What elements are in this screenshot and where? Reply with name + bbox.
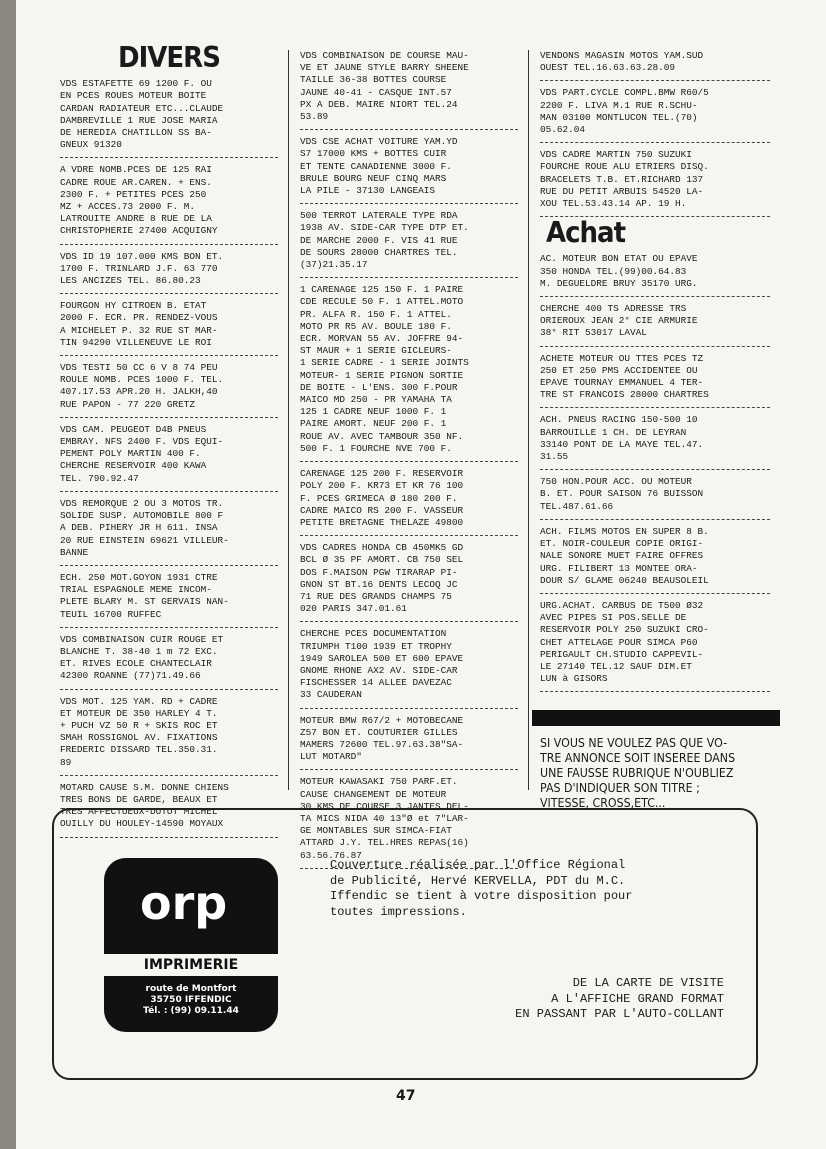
classified-ad: VDS ESTAFETTE 69 1200 F. OU EN PCES ROUES MOTEUR BOITE CARDAN RADIATEUR ETC...CLAUDE DAMBREVILLE 1 RUE JOSE MARIA DE HEREDIA CHATILLON SS BA- GNEUX 91320 (60, 78, 224, 151)
dashed-divider (540, 80, 770, 81)
dashed-divider (300, 769, 518, 770)
dashed-divider (540, 519, 770, 520)
classified-ad: A VDRE NOMB.PCES DE 125 RAI CADRE ROUE AR.CAREN. + ENS. 2300 F. + PETITES PCES 250 MZ + ACCES.73 2000 F. M. LATROUITE ANDRE 8 RUE DE LA CHRISTOPHERIE 27400 ACQUIGNY (60, 164, 218, 237)
classified-ad: VDS COMBINAISON CUIR ROUGE ET BLANCHE T. 38-40 1 m 72 EXC. ET. RIVES ECOLE CHANTECLAIR 42300 ROANNE (77)71.49.66 (60, 633, 224, 682)
classified-ad: ACH. FILMS MOTOS EN SUPER 8 B. ET. NOIR-COULEUR COPIE ORIGI- NALE SONORE MUET FAIRE OFFRES URG. FILIBERT 13 MONTEE ORA- DOUR S/ GLAME 06240 BEAUSOLEIL (540, 525, 709, 586)
classified-ad: CHERCHE 400 TS ADRESSE TRS ORIEROUX JEAN 2° CIE ARMURIE 38° RIT 53017 LAVAL (540, 303, 698, 339)
classified-ad: 750 HON.POUR ACC. OU MOTEUR B. ET. POUR SAISON 76 BUISSON TEL.487.61.66 (540, 476, 704, 512)
printer-logo (104, 858, 278, 1032)
divider-bar (532, 710, 780, 726)
dashed-divider (60, 775, 278, 776)
column-middle (300, 50, 529, 861)
classified-ad: 1 CARENAGE 125 150 F. 1 PAIRE CDE RECULE 50 F. 1 ATTEL.MOTO PR. ALFA R. 150 F. 1 ATTEL. MOTO PR R5 AV. BOULE 180 F. ECR. MORVAN 55 AV. JOFFRE 94- ST MAUR + 1 SERIE GICLEURS- 1 SERIE CADRE - 1 SERIE JOINTS MOTEUR- 1 SERIE PIGNON SORTIE DE BOITE - L'ENS. 300 F.POUR MAICO MD 250 - PR YAMAHA TA 125 1 CADRE NEUF 1000 F. 1 PAIRE AMORT. NEUF 200 F. 1 ROUE AV. AVEC TAMBOUR 350 NF. 500 F. 1 FOURCHE NVE 700 F. (300, 284, 469, 454)
dashed-divider (540, 691, 770, 692)
dashed-divider (60, 355, 278, 356)
classified-ad: VDS TESTI 50 CC 6 V 8 74 PEU ROULE NOMB. PCES 1000 F. TEL. 407.17.53 APR.20 H. JALKH,40 RUE PAPON - 77 220 GRETZ (60, 362, 224, 410)
classified-ad: URG.ACHAT. CARBUS DE T500 Ø32 AVEC PIPES SI POS.SELLE DE RESERVOIR POLY 250 SUZUKI CRO- CHET ATTELAGE POUR SIMCA P60 PERIGAULT CH.STUDIO CAPPEVIL- LE 27140 TEL.12 SAUF DIM.ET LUN à GISORS (540, 599, 709, 685)
classified-ad: VDS CADRES HONDA CB 450MK5 GD BCL Ø 35 PF AMORT. CB 750 SEL DOS F.MAISON PGW TIRARAP PI- GNON ST BT.16 DENTS LECOQ JC 71 RUE DES GRANDS CHAMPS 75 020 PARIS 347.01.61 (300, 542, 464, 615)
classified-ad: MOTEUR BMW R67/2 + MOTOBECANE Z57 BON ET. COUTURIER GILLES MAMERS 72600 TEL.97.63.38"SA- LUT MOTARD" (300, 714, 464, 763)
dashed-divider (60, 417, 278, 418)
dashed-divider (60, 244, 278, 245)
classified-ad: CARENAGE 125 200 F. RESERVOIR POLY 200 F. KR73 ET KR 76 100 F. PCES GRIMECA Ø 180 200 F. CADRE MAICO RS 200 F. VASSEUR PETITE BRETAGNE THELAZE 49800 (300, 468, 464, 528)
dashed-divider (540, 469, 770, 470)
section-title-divers: DIVERS (118, 41, 220, 75)
ad-list (300, 50, 518, 869)
dashed-divider (540, 142, 770, 143)
dashed-divider (300, 461, 518, 462)
classified-ad: VDS CADRE MARTIN 750 SUZUKI FOURCHE ROUE ALU ETRIERS DISQ. BRACELETS T.B. ET.RICHARD 137 RUE DU PETIT ARBUIS 54520 LA- XOU TEL.53.43.14 AP. 19 H. (540, 149, 709, 210)
dashed-divider (60, 293, 278, 294)
dashed-divider (540, 346, 770, 347)
section-title-achat: Achat (546, 216, 626, 250)
classified-ad: ACHETE MOTEUR OU TTES PCES TZ 250 ET 250 PMS ACCIDENTEE OU EPAVE TOURNAY EMMANUEL 4 TER- TRE ST FRANCOIS 28000 CHARTRES (540, 352, 709, 401)
dashed-divider (300, 277, 518, 278)
column-divers (60, 41, 289, 830)
ad-list (540, 253, 770, 692)
classified-ad: VDS REMORQUE 2 OU 3 MOTOS TR. SOLIDE SUSP. AUTOMOBILE 800 F A DEB. PIHERY JR H 611. INSA 20 RUE EINSTEIN 69621 VILLEUR- BANNE (60, 497, 229, 558)
classified-ad: 500 TERROT LATERALE TYPE RDA 1938 AV. SIDE-CAR TYPE DTP ET. DE MARCHE 2000 F. VIS 41 RUE DE SOURS 28000 CHARTRES TEL. (37)21.35.17 (300, 210, 469, 271)
column-right (540, 50, 770, 811)
dashed-divider (300, 129, 518, 130)
classified-ad: VDS MOT. 125 YAM. RD + CADRE ET MOTEUR DE 350 HARLEY 4 T. + PUCH VZ 50 R + SKIS ROC ET SMAH ROSSIGNOL AV. FIXATIONS FREDERIC DISSARD TEL.350.31. 89 (60, 695, 218, 768)
classified-ad: ACH. PNEUS RACING 150-500 10 BARROUILLE 1 CH. DE LEYRAN 33140 PONT DE LA MAYE TEL.47. 31.55 (540, 414, 704, 463)
classified-ad: MOTEUR KAWASAKI 750 PARF.ET. CAUSE CHANGEMENT DE MOTEUR 30 KMS DE COURSE 3 JANTES DEL- TA MICS NIDA 40 13"Ø et 7"LAR- GE MONTABLES SUR SIMCA-FIAT ATTARD J.Y. TEL.HRES REPAS(16) 63.56.76.87 (300, 776, 469, 861)
printer-address: route de Montfort 35750 IFFENDIC Tél. : (99) 09.11.44 (143, 984, 239, 1016)
classified-ad: AC. MOTEUR BON ETAT OU EPAVE 350 HONDA TEL.(99)00.64.83 M. DEGUELDRE BRUY 35170 URG. (540, 253, 698, 289)
dashed-divider (540, 296, 770, 297)
logo-name: IMPRIMERIE (104, 954, 278, 976)
dashed-divider (60, 157, 278, 158)
page-number: 47 (396, 1088, 416, 1104)
classified-ad: VDS PART.CYCLE COMPL.BMW R60/5 2200 F. LIVA M.1 RUE R.SCHU- MAN 03100 MONTLUCON TEL.(70) 05.62.04 (540, 87, 709, 136)
classified-ad: MOTARD CAUSE S.M. DONNE CHIENS TRES BONS DE GARDE, BEAUX ET TRES AFFECTUEUX-DUTOT MICHEL OUILLY DU HOULEY-14590 MOYAUX (60, 781, 229, 830)
classified-ad: CHERCHE PCES DOCUMENTATION TRIUMPH T100 1939 ET TROPHY 1949 SAROLEA 500 ET 600 EPAVE GNOME RHONE AX2 AV. SIDE-CAR FISCHESSER 14 ALLEE DAVEZAC 33 CAUDERAN (300, 628, 464, 701)
dashed-divider (60, 627, 278, 628)
ad-list (60, 78, 278, 837)
orp-logo-icon: orp (140, 876, 228, 930)
dashed-divider (60, 689, 278, 690)
dashed-divider (60, 565, 278, 566)
printer-advert (52, 808, 758, 1080)
dashed-divider (300, 708, 518, 709)
cover-credit: Couverture réalisée par l'Office Régional de Publicité, Hervé KERVELLA, PDT du M.C. Iffendic se tient à votre disposition pour toutes impressions. (330, 858, 633, 919)
ad-list (540, 50, 770, 217)
classified-ad: FOURGON HY CITROEN B. ETAT 2000 F. ECR. PR. RENDEZ-VOUS A MICHELET P. 32 RUE ST MAR- TIN 94290 VILLENEUVE LE ROI (60, 300, 218, 348)
notice-text: SI VOUS NE VOULEZ PAS QUE VO- TRE ANNONCE SOIT INSEREE DANS UNE FAUSSE RUBRIQUE N'OUBLIEZ PAS D'INDIQUER SON TITRE ; VITESSE, CROSS,ETC... (540, 736, 736, 811)
dashed-divider (300, 535, 518, 536)
dashed-divider (540, 593, 770, 594)
classified-ad: ECH. 250 MOT.GOYON 1931 CTRE TRIAL ESPAGNOLE MEME INCOM- PLETE BLARY M. ST GERVAIS NAN- TEUIL 16700 RUFFEC (60, 571, 229, 620)
classified-ad: VDS CAM. PEUGEOT D4B PNEUS EMBRAY. NFS 2400 F. VDS EQUI- PEMENT POLY MARTIN 400 F. CHERCHE RESERVOIR 400 KAWA TEL. 790.92.47 (60, 423, 224, 484)
page-edge (0, 0, 16, 1149)
classified-ad: VDS COMBINAISON DE COURSE MAU- VE ET JAUNE STYLE BARRY SHEENE TAILLE 36-38 BOTTES COURSE JAUNE 40-41 - CASQUE INT.57 PX A DEB. MAIRE NIORT TEL.24 53.89 (300, 50, 469, 123)
printer-slogan: DE LA CARTE DE VISITE A L'AFFICHE GRAND FORMAT EN PASSANT PAR L'AUTO-COLLANT (515, 976, 724, 1021)
dashed-divider (540, 407, 770, 408)
dashed-divider (60, 491, 278, 492)
dashed-divider (300, 621, 518, 622)
classified-ad: VENDONS MAGASIN MOTOS YAM.SUD OUEST TEL.16.63.63.28.09 (540, 50, 704, 74)
classified-ad: VDS ID 19 107.000 KMS BON ET. 1700 F. TRINLARD J.F. 63 770 LES ANCIZES TEL. 86.80.23 (60, 250, 224, 287)
classified-ad: VDS CSE ACHAT VOITURE YAM.YD S7 17000 KMS + BOTTES CUIR ET TENTE CANADIENNE 3000 F. BRULE BOURG NEUF CINQ MARS LA PILE - 37130 LANGEAIS (300, 136, 458, 197)
dashed-divider (300, 203, 518, 204)
